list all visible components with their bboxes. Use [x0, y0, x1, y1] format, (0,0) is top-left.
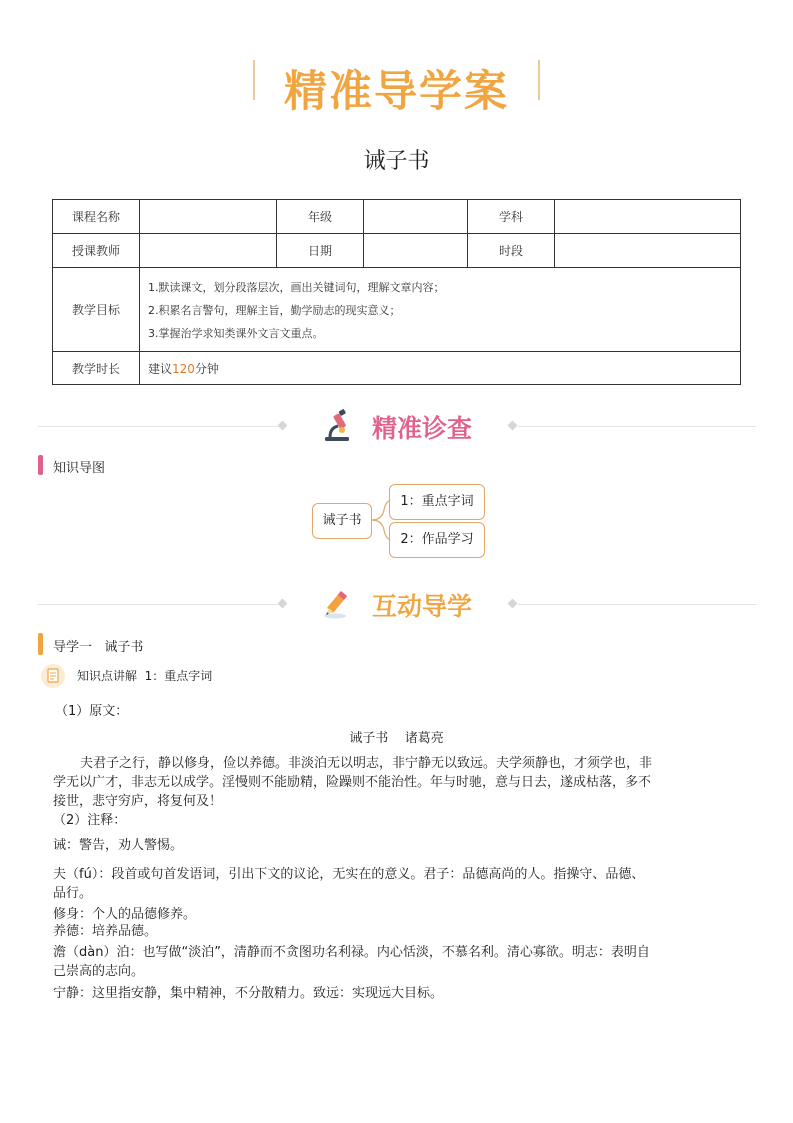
goal-cell: [140, 268, 741, 352]
poem-title: 诫子书 诸葛亮: [349, 731, 444, 746]
duration-prefix: 建议: [148, 361, 173, 376]
course-name-value: [140, 200, 277, 234]
section2-right-diamond: [508, 599, 518, 609]
section1-right-line: [518, 426, 756, 427]
note-line: 澹（dàn）泊：也写做“淡泊”，清静而不贪图功名利禄。内心恬淡，不慕名利。清心寡欲。明志：表明自: [53, 945, 650, 960]
section2-left-line: [38, 604, 278, 605]
knowledge-point-label: 知识点讲解 1：重点字词: [77, 669, 213, 683]
section1-title: 精准诊查: [372, 414, 473, 443]
info-table: [52, 199, 741, 385]
subject-value: [555, 200, 741, 234]
section1-left-diamond: [278, 421, 288, 431]
knowledge-map-bar: [38, 455, 43, 475]
grade-label: 年级: [277, 200, 364, 234]
period-label: 时段: [468, 234, 555, 268]
section2-title: 互动导学: [372, 592, 473, 621]
pencil-icon: [322, 588, 354, 620]
teacher-value: [140, 234, 277, 268]
goal-item: 1.默读课文，划分段落层次，画出关键词句，理解文章内容；: [148, 281, 445, 294]
mindmap-child: 2：作品学习: [389, 522, 485, 558]
goal-label: 教学目标: [53, 268, 140, 352]
section2-left-diamond: [278, 599, 288, 609]
original-label: （1）原文：: [55, 704, 129, 719]
document-icon: [40, 663, 66, 689]
note-line: 品行。: [53, 886, 93, 901]
course-name-label: 课程名称: [53, 200, 140, 234]
duration-value: [140, 352, 741, 385]
note-line: 诫：警告，劝人警惕。: [53, 838, 184, 853]
original-line: 接世，悲守穷庐，将复何及！: [53, 794, 223, 809]
teacher-label: 授课教师: [53, 234, 140, 268]
goal-item: 3.掌握治学求知类课外文言文重点。: [148, 327, 324, 340]
goal-item: 2.积累名言警句，理解主旨，勤学励志的现实意义；: [148, 304, 401, 317]
mindmap-root: 诫子书: [312, 503, 372, 539]
duration-label: 教学时长: [53, 352, 140, 385]
mindmap-child: 1：重点字词: [389, 484, 485, 520]
banner-title: 精准导学案: [284, 67, 509, 117]
period-value: [555, 234, 741, 268]
note-line: 修身：个人的品德修养。: [53, 907, 197, 922]
date-value: [364, 234, 468, 268]
note-line: 己崇高的志向。: [53, 964, 145, 979]
page-title: 诫子书: [363, 149, 430, 174]
grade-value: [364, 200, 468, 234]
note-line: 夫（fú）：段首或句首发语词，引出下文的议论，无实在的意义。君子：品德高尚的人。指操守、品德、: [53, 867, 645, 882]
microscope-icon: [322, 408, 352, 442]
subject-label: 学科: [468, 200, 555, 234]
original-line: 学无以广才，非志无以成学。淫慢则不能励精，险躁则不能治性。年与时驰，意与日去，遂成枯落，多不: [53, 775, 652, 790]
note-line: 宁静：这里指安静，集中精神，不分散精力。致远：实现远大目标。: [53, 986, 444, 1001]
note-line: 养德：培养品德。: [53, 924, 158, 939]
section1-right-diamond: [508, 421, 518, 431]
duration-number: 120: [172, 361, 195, 376]
knowledge-map-heading: 知识导图: [53, 461, 106, 476]
notes-label: （2）注释：: [53, 813, 127, 828]
original-line: 夫君子之行，静以修身，俭以养德。非淡泊无以明志，非宁静无以致远。夫学须静也，才须学也，非: [80, 756, 653, 771]
guide-bar: [38, 633, 43, 655]
section1-left-line: [38, 426, 278, 427]
duration-suffix: 分钟: [194, 361, 219, 376]
date-label: 日期: [277, 234, 364, 268]
section2-right-line: [518, 604, 756, 605]
guide-heading: 导学一 诫子书: [53, 640, 144, 655]
